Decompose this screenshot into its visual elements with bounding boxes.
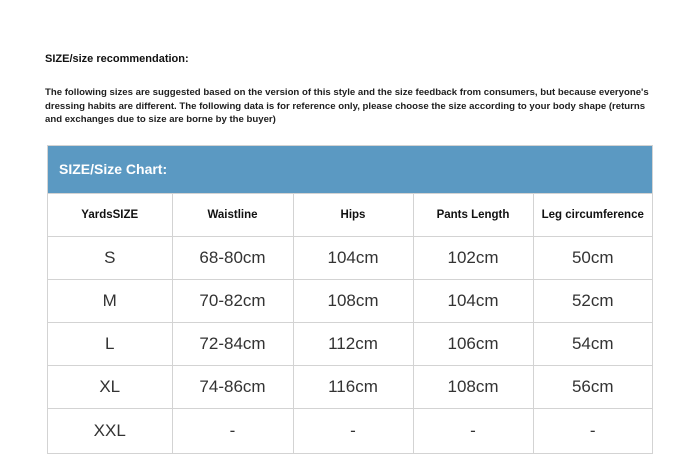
hips-cell: 108cm (293, 280, 413, 323)
hips-cell: 112cm (293, 323, 413, 366)
table-row (48, 280, 652, 323)
size-cell: M (48, 280, 172, 323)
size-cell: XXL (48, 409, 172, 454)
size-table (48, 193, 652, 453)
pants-length-cell: 104cm (413, 280, 533, 323)
size-chart-title: SIZE/Size Chart: (48, 146, 652, 193)
column-header-hips: Hips (293, 194, 413, 237)
pants-length-cell: 102cm (413, 237, 533, 280)
waistline-cell: 72-84cm (172, 323, 293, 366)
leg-circumference-cell: 56cm (533, 366, 652, 409)
waistline-cell: 68-80cm (172, 237, 293, 280)
pants-length-cell: 108cm (413, 366, 533, 409)
table-row (48, 366, 652, 409)
hips-cell: 104cm (293, 237, 413, 280)
size-recommendation-title: SIZE/size recommendation: (45, 53, 189, 65)
table-header-row (48, 194, 652, 237)
waistline-cell: - (172, 409, 293, 454)
size-cell: L (48, 323, 172, 366)
column-header-pants-length: Pants Length (413, 194, 533, 237)
table-row (48, 323, 652, 366)
waistline-cell: 70-82cm (172, 280, 293, 323)
leg-circumference-cell: 52cm (533, 280, 652, 323)
waistline-cell: 74-86cm (172, 366, 293, 409)
hips-cell: - (293, 409, 413, 454)
column-header-size: YardsSIZE (48, 194, 172, 237)
size-chart (47, 145, 653, 454)
leg-circumference-cell: 54cm (533, 323, 652, 366)
pants-length-cell: 106cm (413, 323, 533, 366)
column-header-leg-circumference: Leg circumference (533, 194, 652, 237)
table-row (48, 237, 652, 280)
pants-length-cell: - (413, 409, 533, 454)
leg-circumference-cell: 50cm (533, 237, 652, 280)
column-header-waistline: Waistline (172, 194, 293, 237)
hips-cell: 116cm (293, 366, 413, 409)
size-cell: S (48, 237, 172, 280)
table-row (48, 409, 652, 454)
size-cell: XL (48, 366, 172, 409)
size-recommendation-description: The following sizes are suggested based on the version of this style and the size feedback from consumers, but because everyone's dressing habits are different. The following data is for reference only, please choose the size according to your body shape (returns and exchanges due to size are borne by the buyer) (45, 87, 649, 125)
leg-circumference-cell: - (533, 409, 652, 454)
